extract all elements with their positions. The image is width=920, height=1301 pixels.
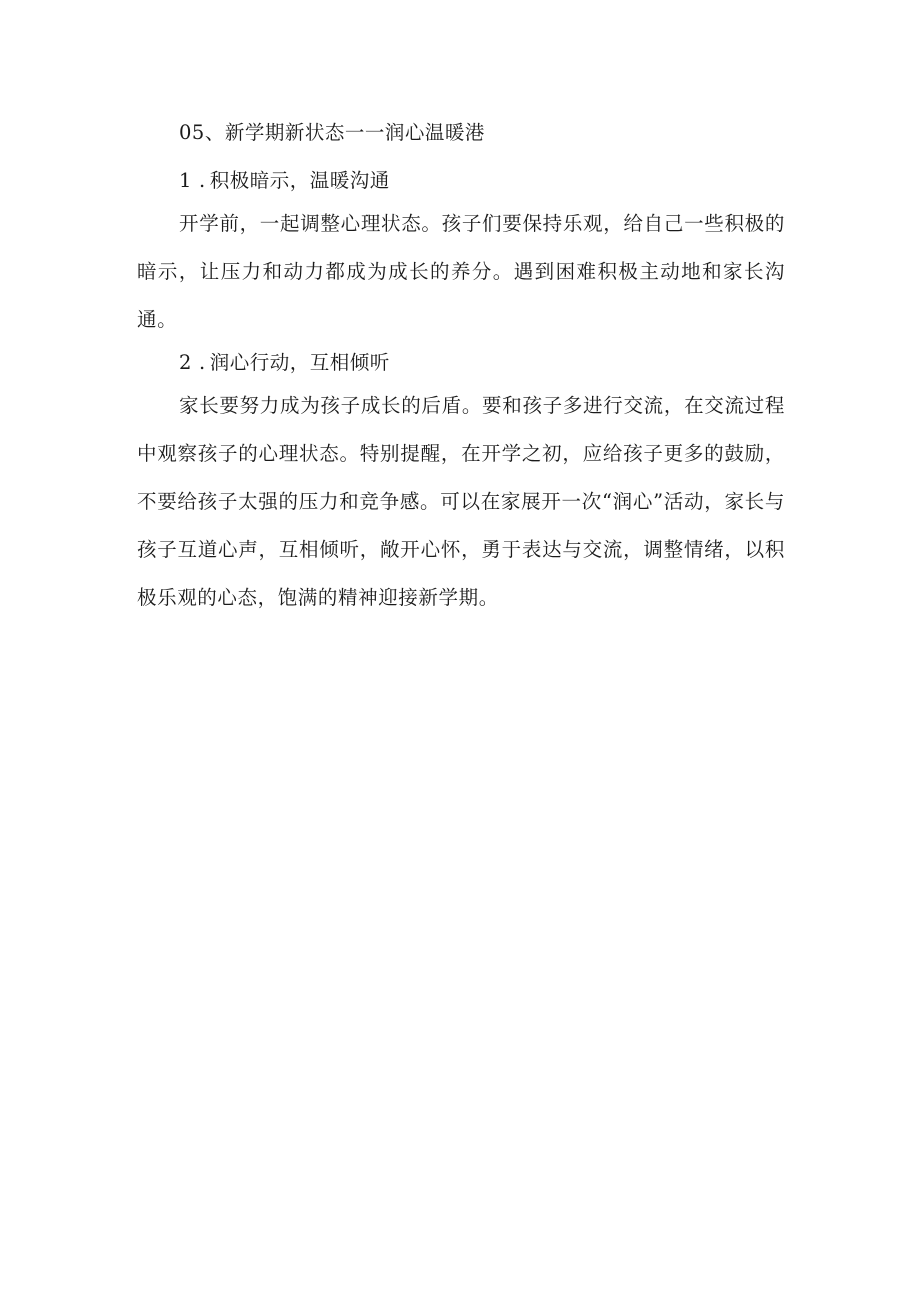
item-separator: . (199, 351, 206, 374)
item-number: 2 (179, 351, 192, 374)
item-heading-2 (137, 344, 785, 382)
item-heading-1 (137, 162, 785, 200)
item-number: 1 (179, 169, 192, 192)
item-body-1: 开学前，一起调整心理状态。孩子们要保持乐观，给自己一些积极的暗示，让压力和动力都成为成长的养分。遇到困难积极主动地和家长沟通。 (137, 212, 785, 331)
item-title: 积极暗示，温暖沟通 (209, 169, 390, 192)
document-content (137, 114, 785, 632)
section-title: 05、新学期新状态一一润心温暖港 (179, 121, 485, 144)
item-title: 润心行动，互相倾听 (209, 351, 390, 374)
item-body-2: 家长要努力成为孩子成长的后盾。要和孩子多进行交流，在交流过程中观察孩子的心理状态。特别提醒，在开学之初，应给孩子更多的鼓励，不要给孩子太强的压力和竞争感。可以在家展开一次“润心”活动，家长与孩子互道心声，互相倾听，敞开心怀，勇于表达与交流，调整情绪，以积极乐观的心态，饱满的精神迎接新学期。 (137, 394, 785, 609)
item-separator: . (199, 169, 206, 192)
